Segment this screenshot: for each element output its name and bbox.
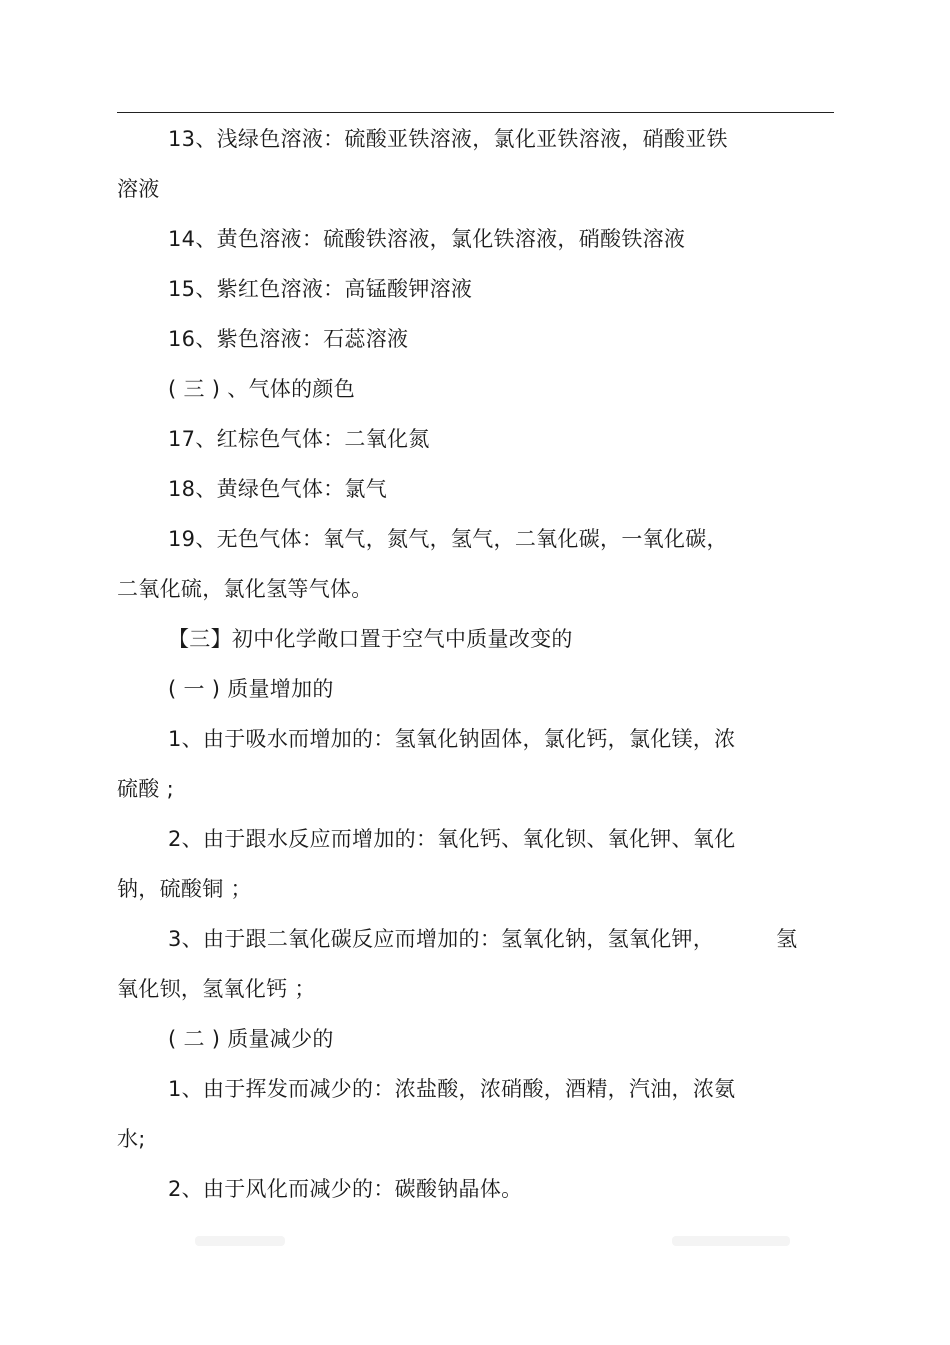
footer-mark: [195, 1236, 285, 1246]
paragraph-line: 二氧化硫，氯化氢等气体。: [117, 577, 373, 601]
paragraph-line: 1、由于挥发而减少的：浓盐酸，浓硝酸，酒精，汽油，浓氨: [168, 1077, 736, 1101]
paragraph-line: 溶液: [117, 177, 160, 201]
section-heading: ( 一 ) 质量增加的: [168, 677, 334, 701]
paragraph-line: [117, 914, 837, 964]
line-text: 氢: [776, 927, 798, 951]
document-body: [117, 114, 837, 1214]
paragraph-line: 硫酸 ;: [117, 777, 174, 801]
paragraph-line: 19、无色气体：氧气，氮气，氢气，二氧化碳，一氧化碳，: [168, 527, 728, 551]
paragraph-line: 15、紫红色溶液：高锰酸钾溶液: [168, 277, 473, 301]
paragraph-line: 18、黄绿色气体：氯气: [168, 477, 388, 501]
section-heading: ( 二 ) 质量减少的: [168, 1027, 334, 1051]
paragraph-line: 13、浅绿色溶液：硫酸亚铁溶液，氯化亚铁溶液，硝酸亚铁: [168, 127, 728, 151]
chapter-heading: 【三】初中化学敞口置于空气中质量改变的: [168, 627, 573, 651]
footer-mark: [672, 1236, 790, 1246]
section-heading: ( 三 ) 、气体的颜色: [168, 377, 356, 401]
paragraph-line: 氧化钡，氢氧化钙 ；: [117, 977, 316, 1001]
paragraph-line: 2、由于跟水反应而增加的：氧化钙、氧化钡、氧化钾、氧化: [168, 827, 736, 851]
header-rule: [117, 112, 834, 113]
paragraph-line: 2、由于风化而减少的：碳酸钠晶体。: [168, 1177, 523, 1201]
paragraph-line: 16、紫色溶液：石蕊溶液: [168, 327, 409, 351]
paragraph-line: 水;: [117, 1127, 146, 1151]
paragraph-line: 1、由于吸水而增加的：氢氧化钠固体，氯化钙，氯化镁，浓: [168, 727, 736, 751]
line-text: 3、由于跟二氧化碳反应而增加的：氢氧化钠，氢氧化钾，: [168, 927, 715, 951]
paragraph-line: 14、黄色溶液：硫酸铁溶液，氯化铁溶液，硝酸铁溶液: [168, 227, 686, 251]
paragraph-line: 17、红棕色气体：二氧化氮: [168, 427, 430, 451]
paragraph-line: 钠，硫酸铜 ；: [117, 877, 252, 901]
